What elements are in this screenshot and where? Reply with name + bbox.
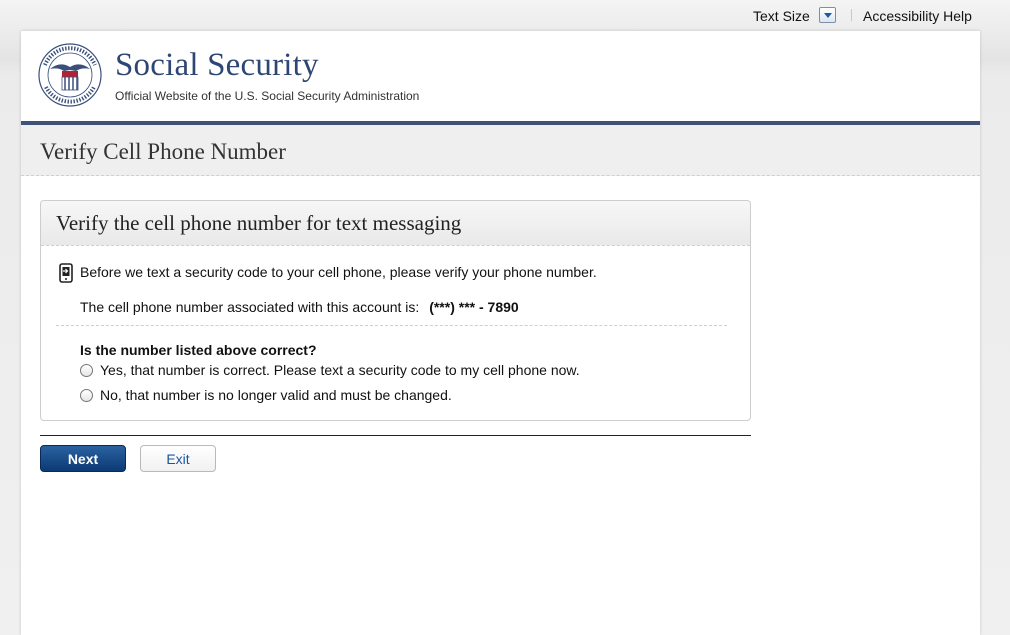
chevron-down-icon[interactable] xyxy=(819,7,836,23)
page-title-bar xyxy=(21,125,980,176)
text-size-label[interactable]: Text Size xyxy=(753,8,810,24)
next-button[interactable]: Next xyxy=(40,445,126,472)
site-subtitle: Official Website of the U.S. Social Security Administration xyxy=(115,89,420,103)
ssa-seal-logo[interactable] xyxy=(38,43,102,107)
radio-no[interactable] xyxy=(80,389,93,402)
option-yes[interactable] xyxy=(80,362,580,378)
verify-panel xyxy=(40,200,751,421)
associated-number-row xyxy=(80,299,519,315)
option-no-label[interactable]: No, that number is no longer valid and must be changed. xyxy=(100,387,452,403)
utility-bar xyxy=(0,0,1010,31)
intro-text: Before we text a security code to your cell phone, please verify your phone number. xyxy=(80,264,597,280)
accessibility-help-link[interactable]: Accessibility Help xyxy=(863,8,972,24)
phone-number-value: (***) *** - 7890 xyxy=(429,299,519,315)
associated-number-label: The cell phone number associated with this account is: xyxy=(80,299,420,315)
panel-header xyxy=(41,201,750,246)
panel-title: Verify the cell phone number for text messaging xyxy=(56,211,462,235)
actions-divider xyxy=(40,435,751,436)
site-header xyxy=(21,31,980,121)
radio-yes[interactable] xyxy=(80,364,93,377)
page-title: Verify Cell Phone Number xyxy=(40,139,286,164)
divider xyxy=(851,9,852,21)
divider xyxy=(56,325,727,326)
option-yes-label[interactable]: Yes, that number is correct. Please text a security code to my cell phone now. xyxy=(100,362,580,378)
main-card xyxy=(21,31,980,635)
question-label: Is the number listed above correct? xyxy=(80,342,317,358)
phone-icon xyxy=(58,263,74,283)
option-no[interactable] xyxy=(80,387,452,403)
site-title[interactable]: Social Security xyxy=(115,47,319,83)
exit-button[interactable]: Exit xyxy=(140,445,216,472)
